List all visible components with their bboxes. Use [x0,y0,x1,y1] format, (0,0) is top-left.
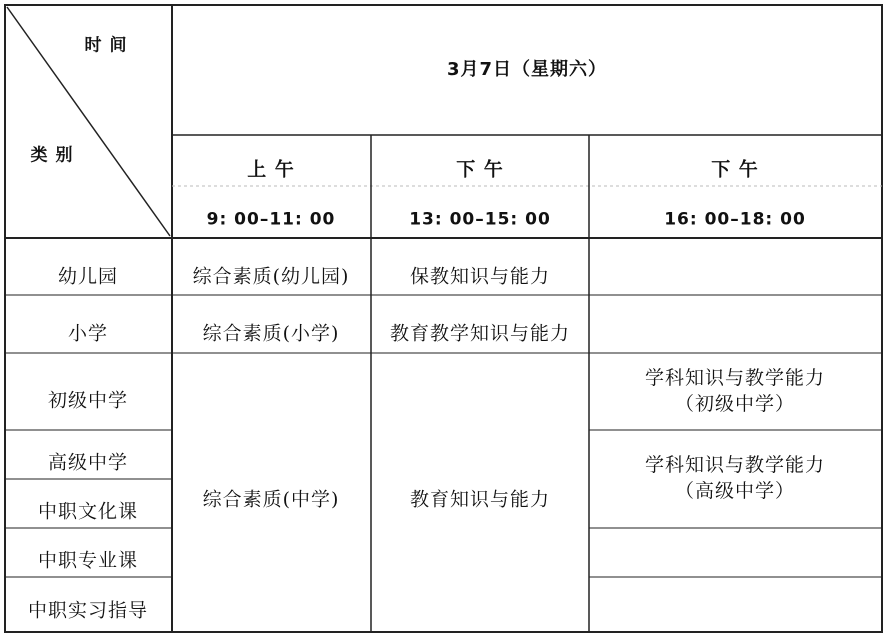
corner-category-label: 类 别 [30,145,74,166]
subject-late-afternoon-senior [645,452,825,504]
subject-afternoon-primary: 教育教学知识与能力 [389,322,571,345]
exam-date: 3月7日（星期六） [446,59,608,80]
session-time-morning: 9: 00–11: 00 [206,209,336,230]
category-vocational-practice: 中职实习指导 [27,599,149,622]
subject-line: 学科知识与教学能力 [644,454,826,476]
category-primary: 小学 [67,322,109,345]
session-time-late-afternoon: 16: 00–18: 00 [664,209,806,230]
subject-afternoon-kindergarten: 保教知识与能力 [409,265,551,288]
category-junior-high: 初级中学 [47,389,129,412]
subject-afternoon-middle: 教育知识与能力 [409,488,551,511]
subject-late-afternoon-junior [645,365,825,417]
corner-time-label: 时 间 [84,35,128,56]
session-period-morning: 上 午 [247,158,295,181]
category-vocational-culture: 中职文化课 [37,500,139,523]
session-period-late-afternoon: 下 午 [711,158,759,181]
category-vocational-major: 中职专业课 [37,549,139,572]
subject-line: 学科知识与教学能力 [644,367,826,389]
session-time-afternoon: 13: 00–15: 00 [409,209,551,230]
category-senior-high: 高级中学 [47,451,129,474]
category-kindergarten: 幼儿园 [57,265,119,288]
table-border [5,5,882,632]
subject-morning-middle: 综合素质(中学) [202,488,340,511]
subject-morning-primary: 综合素质(小学) [202,322,340,345]
subject-line: （初级中学） [674,393,796,415]
subject-line: （高级中学） [674,480,796,502]
subject-morning-kindergarten: 综合素质(幼儿园) [192,265,350,288]
session-period-afternoon: 下 午 [456,158,504,181]
